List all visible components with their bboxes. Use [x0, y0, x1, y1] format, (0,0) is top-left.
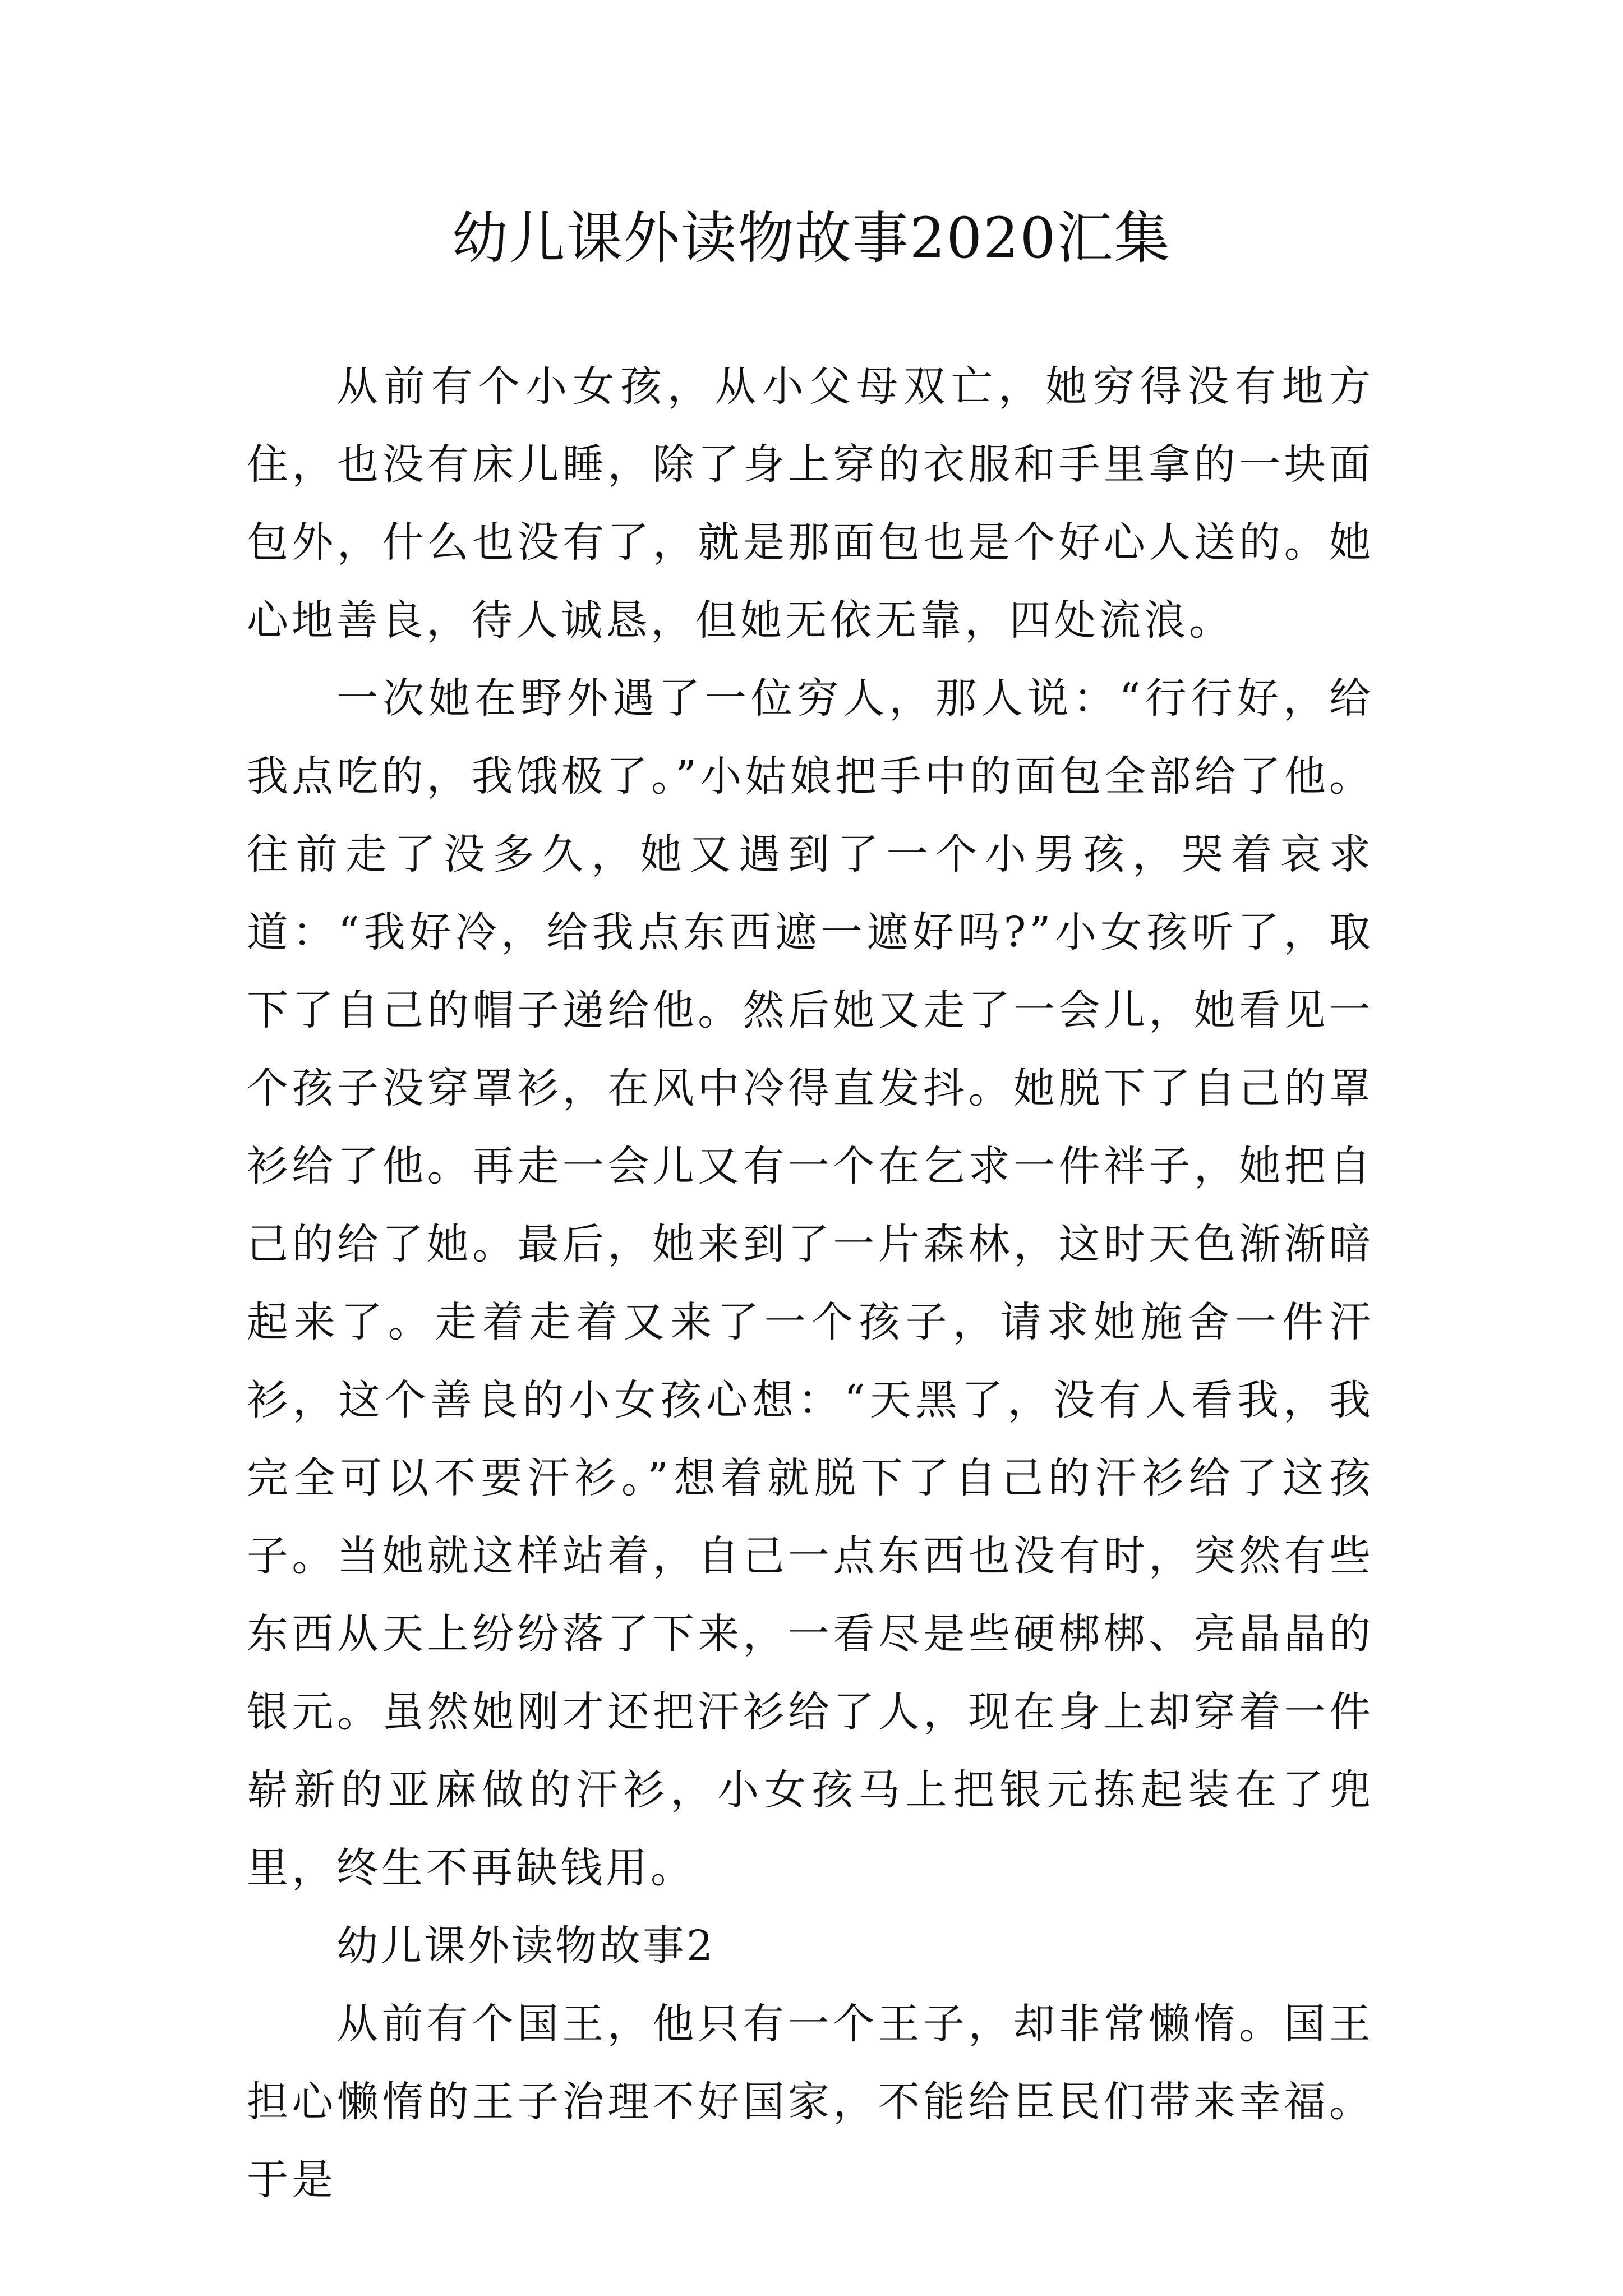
document-body — [247, 348, 1374, 2219]
paragraph-1: 从前有个小女孩，从小父母双亡，她穷得没有地方住，也没有床儿睡，除了身上穿的衣服和手里拿的一块面包外，什么也没有了，就是那面包也是个好心人送的。她心地善良，待人诚恳，但她无依无靠，四处流浪。 — [247, 362, 1374, 645]
section-heading-story-2: 幼儿课外读物故事2 — [336, 1922, 716, 1970]
document-title: 幼儿课外读物故事2020汇集 — [451, 205, 1172, 271]
paragraph-3: 从前有个国王，他只有一个王子，却非常懒惰。国王担心懒惰的王子治理不好国家，不能给臣民们带来幸福。于是 — [247, 2000, 1374, 2204]
paragraph-2: 一次她在野外遇了一位穷人，那人说：“行行好，给我点吃的，我饿极了。”小姑娘把手中的面包全部给了他。往前走了没多久，她又遇到了一个小男孩，哭着哀求道：“我好冷，给我点东西遮一遮好吗?”小女孩听了，取下了自己的帽子递给他。然后她又走了一会儿，她看见一个孩子没穿罩衫，在风中冷得直发抖。她脱下了自己的罩衫给了他。再走一会儿又有一个在乞求一件袢子，她把自己的给了她。最后，她来到了一片森林，这时天色渐渐暗起来了。走着走着又来了一个孩子，请求她施舍一件汗衫，这个善良的小女孩心想：“天黑了，没有人看我，我完全可以不要汗衫。”想着就脱下了自己的汗衫给了这孩子。当她就这样站着，自己一点东西也没有时，突然有些东西从天上纷纷落了下来，一看尽是些硬梆梆、亮晶晶的银元。虽然她刚才还把汗衫给了人，现在身上却穿着一件崭新的亚麻做的汗衫，小女孩马上把银元拣起装在了兜里，终生不再缺钱用。 — [247, 674, 1374, 1892]
